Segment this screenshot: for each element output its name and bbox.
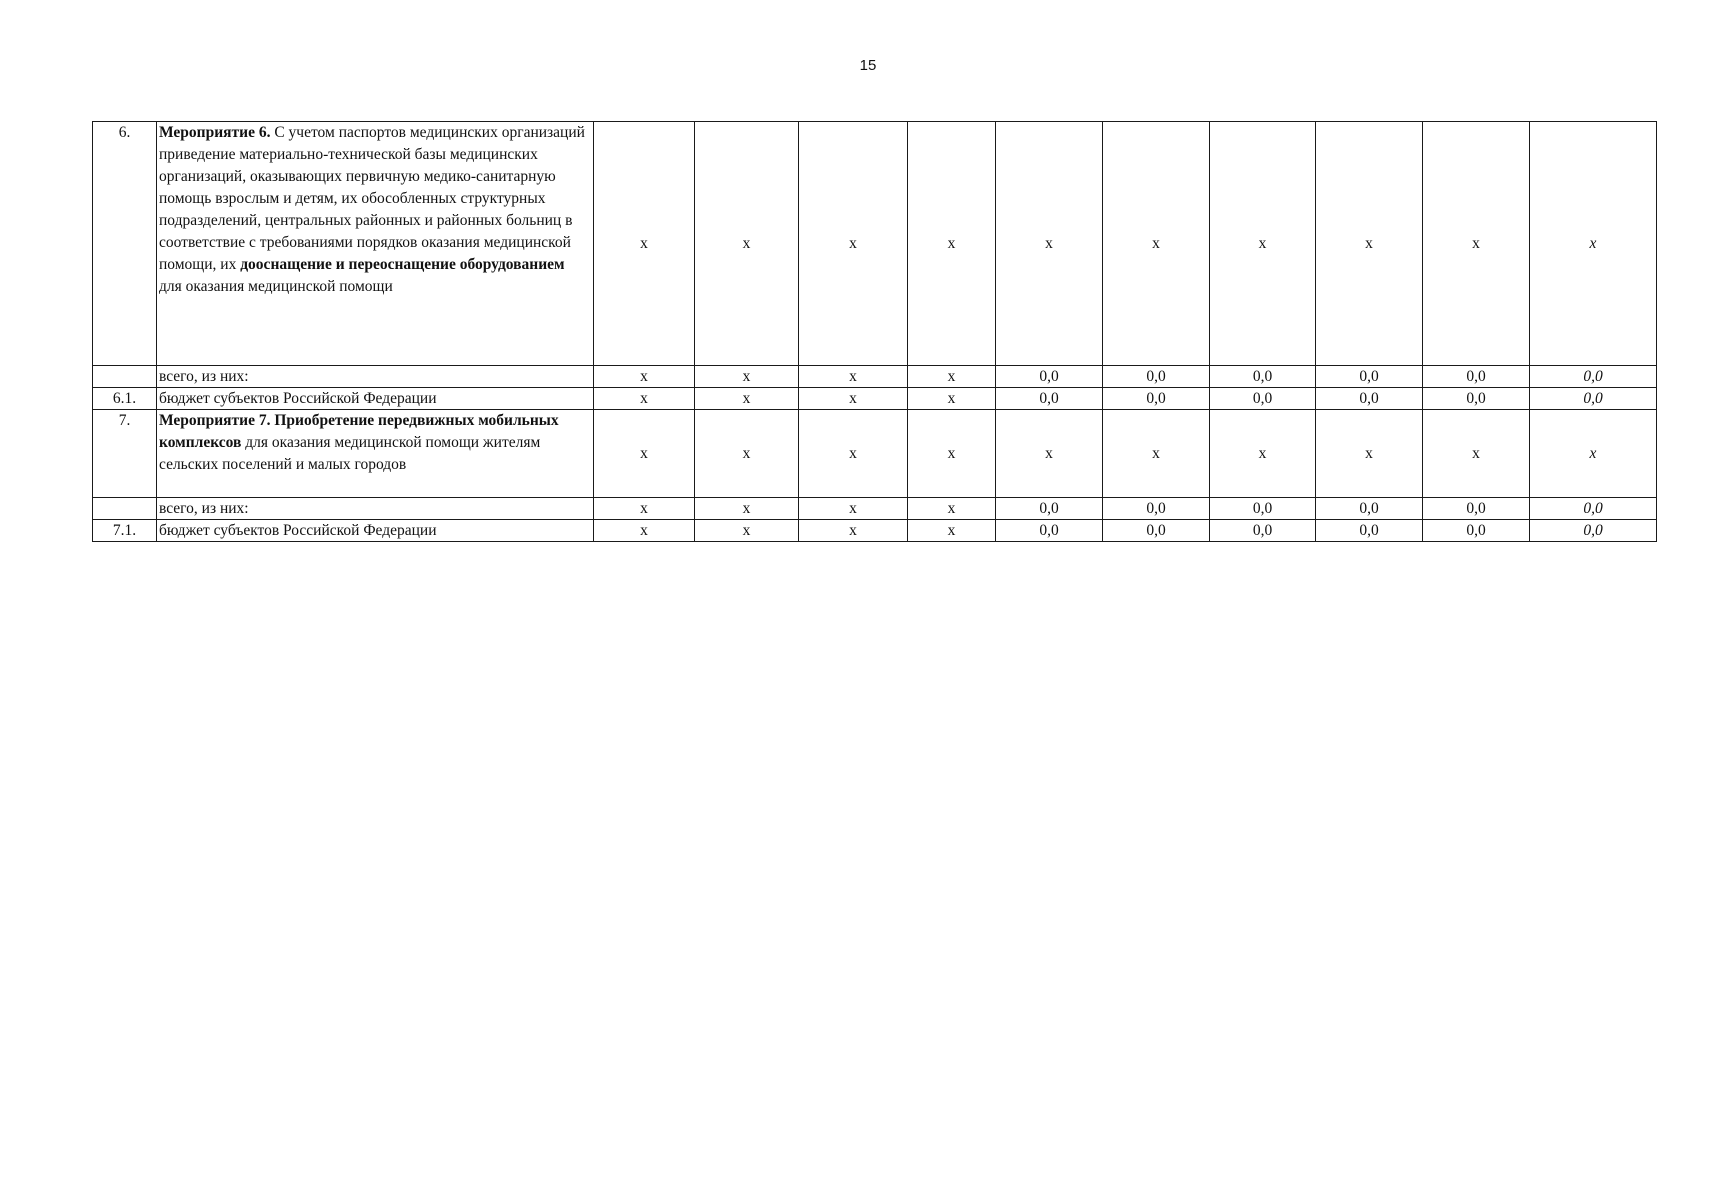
value-cell: 0,0 [1210,520,1316,542]
value-cell: 0,0 [1210,498,1316,520]
value-cell: 0,0 [1316,520,1423,542]
description-text: для оказания медицинской помощи [159,278,393,295]
description-bold-text: Мероприятие 7. Приобретение передвижных мобильных комплексов [159,412,559,451]
value-cell: 0,0 [1530,498,1657,520]
value-cell: 0,0 [1210,366,1316,388]
value-cell: х [1316,122,1423,366]
value-cell: х [1423,122,1530,366]
value-cell: х [594,366,695,388]
value-cell: х [695,498,799,520]
value-cell: 0,0 [1423,520,1530,542]
value-cell: х [1316,410,1423,498]
measure-row [93,122,1657,366]
value-cell: 0,0 [1103,498,1210,520]
value-cell: 0,0 [1423,388,1530,410]
value-cell: х [594,410,695,498]
row-number [93,366,157,388]
value-cell: х [594,122,695,366]
value-cell: х [1103,122,1210,366]
value-cell: х [594,498,695,520]
description-bold-text: дооснащение и переоснащение оборудованием [240,256,565,273]
description-bold-text: Мероприятие 6. [159,124,271,141]
value-cell: х [1103,410,1210,498]
value-cell: х [996,410,1103,498]
value-cell: 0,0 [1210,388,1316,410]
value-cell: 0,0 [1423,498,1530,520]
value-cell: х [1210,410,1316,498]
measure-description [157,410,594,498]
measure-description [157,122,594,366]
row-label: всего, из них: [157,498,594,520]
value-cell: х [1530,410,1657,498]
row-number: 6. [93,122,157,366]
value-cell: х [695,366,799,388]
value-cell: 0,0 [1423,366,1530,388]
value-cell: 0,0 [996,520,1103,542]
value-cell: х [594,520,695,542]
value-cell: х [799,410,908,498]
value-cell: х [799,498,908,520]
value-cell: 0,0 [1316,366,1423,388]
budget-row [93,366,1657,388]
description-text: С учетом паспортов медицинских организаций приведение материально-технической базы медицинских организаций, оказывающих первичную медико-санитарную помощь взрослым и детям, их обособленных структурных подразделений, центральных районных и районных больниц в соответствие с требованиями порядков оказания медицинской помощи, их [159,124,585,273]
value-cell: х [908,388,996,410]
description-text: для оказания медицинской помощи жителям сельских поселений и малых городов [159,434,541,473]
row-number: 6.1. [93,388,157,410]
measures-table [92,121,1657,542]
value-cell: 0,0 [996,388,1103,410]
table-body [93,122,1657,542]
row-number [93,498,157,520]
value-cell: 0,0 [996,498,1103,520]
value-cell: х [908,366,996,388]
value-cell: х [799,122,908,366]
value-cell: х [1423,410,1530,498]
value-cell: х [799,520,908,542]
value-cell: х [695,122,799,366]
row-label: всего, из них: [157,366,594,388]
budget-row [93,520,1657,542]
value-cell: х [695,388,799,410]
measure-row [93,410,1657,498]
value-cell: 0,0 [1530,388,1657,410]
value-cell: 0,0 [1103,520,1210,542]
value-cell: х [908,520,996,542]
row-number: 7.1. [93,520,157,542]
value-cell: х [799,388,908,410]
value-cell: 0,0 [1103,366,1210,388]
value-cell: х [908,498,996,520]
value-cell: х [908,410,996,498]
page-number: 15 [859,57,877,74]
row-label: бюджет субъектов Российской Федерации [157,388,594,410]
value-cell: 0,0 [1530,520,1657,542]
row-number: 7. [93,410,157,498]
value-cell: х [908,122,996,366]
value-cell: х [594,388,695,410]
value-cell: х [996,122,1103,366]
value-cell: х [695,410,799,498]
value-cell: 0,0 [1316,498,1423,520]
value-cell: 0,0 [996,366,1103,388]
budget-row [93,388,1657,410]
value-cell: х [1210,122,1316,366]
value-cell: х [1530,122,1657,366]
value-cell: х [799,366,908,388]
value-cell: 0,0 [1316,388,1423,410]
value-cell: 0,0 [1530,366,1657,388]
row-label: бюджет субъектов Российской Федерации [157,520,594,542]
value-cell: 0,0 [1103,388,1210,410]
value-cell: х [695,520,799,542]
budget-row [93,498,1657,520]
